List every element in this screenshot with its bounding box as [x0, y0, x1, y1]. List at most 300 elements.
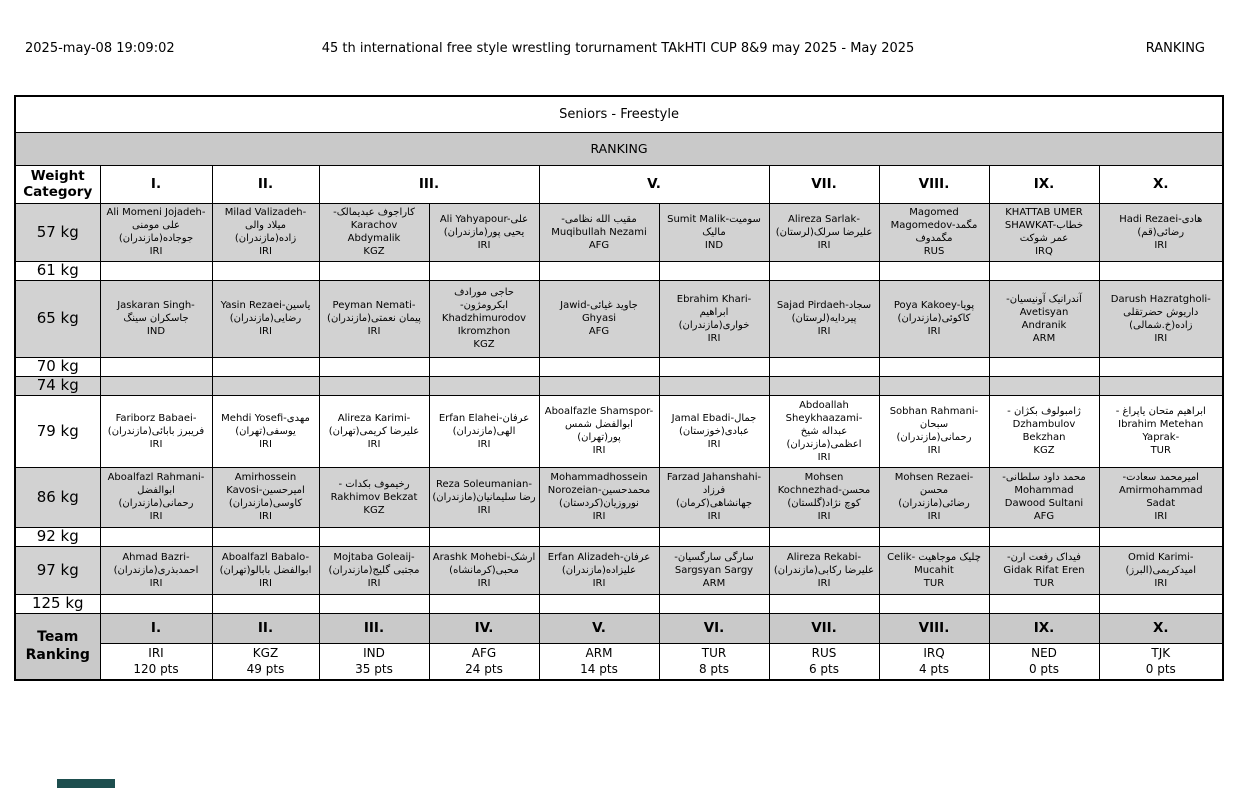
athlete-cell-line: RUS: [923, 246, 945, 257]
athlete-cell-line: IND: [704, 239, 724, 251]
athlete-cell-line: (رحمانی(مازندران: [118, 498, 194, 509]
athlete-cell: [429, 527, 539, 546]
athlete-cell-line: (نوروزیان(کردستان: [559, 498, 639, 509]
athlete-cell: [879, 594, 989, 613]
athlete-cell: [429, 395, 539, 467]
athlete-cell: [769, 203, 879, 261]
athlete-cell-line: (یحیی پور(مازندران: [443, 226, 525, 238]
athlete-cell-line: (خواری(مازندران: [678, 319, 750, 331]
team-code: IND: [363, 646, 385, 661]
athlete-cell: [100, 357, 212, 376]
report-ranking-label: RANKING: [1145, 41, 1205, 56]
athlete-cell: [212, 376, 319, 395]
athlete-cell: [1099, 280, 1223, 357]
athlete-cell-line: IRI: [477, 577, 491, 589]
athlete-cell: [100, 261, 212, 280]
athlete-cell-line: ابوالفضل: [137, 485, 175, 496]
athlete-cell: [989, 261, 1099, 280]
weight-category-label: 79 kg: [15, 395, 100, 467]
athlete-cell-line: Mohammadhossein: [550, 472, 648, 483]
athlete-cell-line: Ahmad Bazri-: [122, 551, 190, 563]
athlete-cell-line: Mucahit: [914, 564, 954, 576]
athlete-cell: [659, 395, 769, 467]
athlete-cell-line: (علیرضا رکابی(مازندران: [773, 564, 875, 576]
weight-row-74-kg: [15, 376, 1223, 395]
athlete-cell-line: Ibrahim Metehan: [1118, 419, 1204, 430]
section-title: Seniors - Freestyle: [15, 96, 1223, 132]
athlete-cell-line: (پیمان نعمتی(مازندران: [327, 313, 421, 324]
athlete-cell: [879, 203, 989, 261]
athlete-cell-line: (رضایی(مازندران: [229, 313, 302, 324]
athlete-cell-line: Sheykhaazami-: [785, 412, 863, 424]
team-score-cell: [659, 643, 769, 680]
athlete-cell: [1099, 395, 1223, 467]
team-score-cell: [100, 643, 212, 680]
rank-header-vii: VII.: [769, 165, 879, 203]
athlete-cell-line: (علیرضا کریمی(تهران: [328, 425, 420, 437]
team-ranking-header-row: [15, 613, 1223, 643]
athlete-cell-line: جاسکران سینگ: [123, 313, 189, 324]
athlete-cell-line: Poya Kakoey-پویا: [893, 300, 975, 311]
team-points: 0 pts: [1145, 662, 1176, 677]
athlete-cell: [1099, 594, 1223, 613]
team-code: TJK: [1151, 646, 1171, 661]
athlete-cell-line: داریوش حضرتقلی: [1123, 306, 1199, 318]
athlete-cell-line: ابراهیم: [699, 306, 729, 318]
athlete-cell: [659, 546, 769, 594]
athlete-cell: [879, 376, 989, 395]
athlete-cell-line: IRI: [592, 445, 606, 456]
athlete-cell-line: IRI: [707, 332, 721, 344]
rank-header-iii: III.: [319, 165, 539, 203]
athlete-cell-line: Kavosi-امیرحسین: [226, 485, 305, 496]
team-points: 14 pts: [580, 662, 618, 677]
athlete-cell: [212, 357, 319, 376]
athlete-cell: [212, 527, 319, 546]
athlete-cell-line: عمر شوکت: [1019, 233, 1069, 244]
athlete-cell: [100, 546, 212, 594]
athlete-cell-line: (احمدبذری(مازندران: [113, 564, 199, 576]
athlete-cell-line: (علیزاده(مازندران: [561, 564, 637, 576]
athlete-cell: [100, 527, 212, 546]
team-score-cell: [989, 643, 1099, 680]
weight-row-79-kg: [15, 395, 1223, 467]
team-score-cell: [319, 643, 429, 680]
athlete-cell-line: IRI: [927, 445, 941, 456]
athlete-cell-line: Celik- چلیک موجاهیت: [887, 551, 981, 563]
athlete-cell-line: IRI: [1154, 511, 1168, 522]
weight-row-125-kg: [15, 594, 1223, 613]
athlete-cell: [769, 395, 879, 467]
athlete-cell: [539, 280, 659, 357]
athlete-cell-line: (رحمانی(مازندران: [896, 432, 972, 443]
team-rank-header: IV.: [429, 613, 539, 643]
athlete-cell: [1099, 261, 1223, 280]
athlete-cell-line: (محبی(کرمانشاه: [449, 564, 519, 576]
rank-header-i: I.: [100, 165, 212, 203]
athlete-cell-line: Mohammad: [1014, 485, 1074, 496]
athlete-cell: [319, 594, 429, 613]
athlete-cell-line: (کوچ نژاد(گلستان: [787, 498, 861, 509]
athlete-cell: [1099, 546, 1223, 594]
athlete-cell-line: Mojtaba Goleaij-: [333, 551, 415, 563]
athlete-cell-line: ابوالفضل شمس: [565, 419, 633, 430]
athlete-cell-line: (فریبرز بابائی(مازندران: [107, 425, 205, 437]
athlete-cell-line: -آندرانیک آونیسیان: [1006, 293, 1082, 305]
athlete-cell-line: Mohsen Rezaei-: [894, 472, 974, 483]
team-rank-header: V.: [539, 613, 659, 643]
athlete-cell: [319, 546, 429, 594]
athlete-cell: [539, 357, 659, 376]
athlete-cell-line: IRI: [592, 511, 606, 522]
athlete-cell: [212, 280, 319, 357]
athlete-cell-line: (یوسفی(تهران: [235, 425, 296, 437]
athlete-cell: [659, 203, 769, 261]
athlete-cell-line: مالیک: [702, 226, 726, 238]
athlete-cell-line: (زاده(مازندران: [234, 233, 297, 244]
report-title: 45 th international free style wrestling torurnament TAkHTI CUP 8&9 may 2025 - May 2025: [321, 41, 915, 56]
athlete-cell-line: Darush Hazratgholi-: [1110, 293, 1211, 305]
athlete-cell-line: Erfan Elahei-عرفان: [438, 412, 530, 424]
athlete-cell: [100, 280, 212, 357]
athlete-cell: [429, 203, 539, 261]
athlete-cell: [319, 280, 429, 357]
athlete-cell-line: Magomedov-مگمد: [890, 220, 978, 231]
athlete-cell: [989, 527, 1099, 546]
athlete-cell-line: IRI: [817, 326, 831, 337]
athlete-cell-line: IRI: [477, 438, 491, 450]
athlete-cell-line: Aboalfazle Shamspor-: [544, 406, 654, 417]
athlete-cell-line: Farzad Jahanshahi-: [666, 472, 762, 483]
athlete-cell-line: Yasin Rezaei-یاسین: [220, 300, 311, 311]
athlete-cell-line: IRI: [259, 511, 272, 522]
athlete-cell-line: - ژامبولوف بکژان: [1007, 406, 1081, 417]
team-rank-header: VII.: [769, 613, 879, 643]
weight-category-label: 74 kg: [15, 376, 100, 395]
athlete-cell-line: Fariborz Babaei-: [115, 412, 197, 424]
athlete-cell: [539, 376, 659, 395]
athlete-cell-line: فرزاد: [702, 485, 726, 496]
athlete-cell: [659, 594, 769, 613]
athlete-cell: [429, 376, 539, 395]
team-points: 8 pts: [698, 662, 730, 677]
athlete-cell: [429, 261, 539, 280]
athlete-cell-line: Jaskaran Singh-: [117, 300, 195, 311]
weight-category-label: 86 kg: [15, 467, 100, 527]
athlete-cell-line: Ali Yahyapour-علی: [439, 213, 529, 225]
team-points: 4 pts: [918, 662, 950, 677]
team-code: TUR: [701, 646, 727, 661]
athlete-cell: [879, 280, 989, 357]
athlete-cell: [100, 467, 212, 527]
athlete-cell-line: IRI: [149, 511, 163, 522]
athlete-cell-line: (جوجاده(مازندران: [118, 233, 194, 244]
team-code: IRI: [148, 646, 164, 661]
athlete-cell-line: Sargsyan Sargy: [674, 564, 754, 576]
athlete-cell-line: عبداله شیخ: [800, 425, 848, 437]
athlete-cell-line: KGZ: [473, 339, 495, 350]
team-points: 6 pts: [808, 662, 840, 677]
athlete-cell-line: (رضائی(قم: [1137, 226, 1185, 238]
athlete-cell: [989, 594, 1099, 613]
athlete-cell-line: Mohsen: [804, 472, 844, 483]
report-timestamp: 2025-may-08 19:09:02: [25, 41, 175, 56]
athlete-cell: [212, 594, 319, 613]
athlete-cell-line: Magomed: [909, 207, 959, 218]
rank-header-viii: VIII.: [879, 165, 989, 203]
weight-row-65-kg: [15, 280, 1223, 357]
athlete-cell-line: IRI: [707, 438, 721, 450]
athlete-cell: [212, 261, 319, 280]
athlete-cell: [769, 376, 879, 395]
athlete-cell-line: IRI: [367, 438, 381, 450]
athlete-cell: [989, 395, 1099, 467]
athlete-cell: [879, 527, 989, 546]
athlete-cell: [539, 203, 659, 261]
athlete-cell-line: TUR: [1033, 577, 1055, 589]
weight-category-label: 92 kg: [15, 527, 100, 546]
athlete-cell-line: مگمدوف: [915, 233, 953, 244]
team-points: 49 pts: [246, 662, 285, 677]
athlete-cell-line: AFG: [588, 239, 610, 251]
athlete-cell-line: IRI: [259, 438, 272, 450]
weight-row-97-kg: [15, 546, 1223, 594]
athlete-cell-line: -سارگی سارگسیان: [674, 551, 754, 563]
team-code: RUS: [811, 646, 837, 661]
weight-rows: [15, 203, 1223, 613]
athlete-cell: [769, 261, 879, 280]
athlete-cell-line: - ابراهیم متحان یاپراغ: [1115, 406, 1206, 417]
athlete-cell-line: Aboalfazl Rahmani-: [107, 472, 205, 483]
athlete-cell-line: Ali Momeni Jojadeh-: [106, 207, 206, 218]
athlete-cell: [879, 546, 989, 594]
weight-row-70-kg: [15, 357, 1223, 376]
weight-category-header: Weight Category: [15, 165, 100, 203]
team-points: 35 pts: [355, 662, 393, 677]
athlete-cell-line: IRQ: [1035, 246, 1053, 257]
athlete-cell-line: Ghyasi: [581, 313, 617, 324]
team-points: 120 pts: [133, 662, 179, 677]
athlete-cell-line: Kochnezhad-محسن: [777, 485, 871, 496]
athlete-cell: [659, 527, 769, 546]
ranking-band-row: [15, 132, 1223, 165]
athlete-cell: [319, 395, 429, 467]
athlete-cell: [429, 280, 539, 357]
athlete-cell-line: ARM: [702, 577, 726, 589]
athlete-cell-line: Arashk Mohebi-ارشک: [432, 551, 536, 563]
athlete-cell-line: Dawood Sultani: [1004, 498, 1084, 509]
team-rank-header: I.: [100, 613, 212, 643]
athlete-cell: [429, 357, 539, 376]
athlete-cell: [989, 357, 1099, 376]
team-code: ARM: [585, 646, 613, 661]
athlete-cell: [429, 546, 539, 594]
weight-row-61-kg: [15, 261, 1223, 280]
athlete-cell: [769, 546, 879, 594]
athlete-cell-line: Ebrahim Khari-: [676, 293, 752, 305]
weight-category-label: 65 kg: [15, 280, 100, 357]
athlete-cell-line: IND: [146, 326, 166, 337]
team-score-cell: [212, 643, 319, 680]
team-rank-header: VI.: [659, 613, 769, 643]
athlete-cell-line: Mehdi Yosefi-مهدی: [221, 412, 310, 424]
athlete-cell-line: (رضائی(مازندران: [898, 498, 970, 509]
team-rank-header: III.: [319, 613, 429, 643]
athlete-cell: [319, 527, 429, 546]
athlete-cell: [659, 261, 769, 280]
athlete-cell-line: IRI: [1154, 239, 1168, 251]
athlete-cell: [659, 280, 769, 357]
weight-category-label: 125 kg: [15, 594, 100, 613]
team-points: 24 pts: [465, 662, 503, 677]
rank-header-ix: IX.: [989, 165, 1099, 203]
team-ranking-label: Team Ranking: [15, 613, 100, 680]
athlete-cell: [989, 546, 1099, 594]
athlete-cell: [539, 261, 659, 280]
weight-category-label: 70 kg: [15, 357, 100, 376]
athlete-cell-line: (علیرضا سرلک(لرستان: [775, 226, 873, 238]
athlete-cell: [659, 357, 769, 376]
athlete-cell-line: IRI: [817, 451, 831, 463]
athlete-cell-line: KGZ: [363, 504, 385, 516]
athlete-cell: [100, 203, 212, 261]
athlete-cell: [989, 376, 1099, 395]
athlete-cell-line: علی مومنی: [131, 220, 181, 231]
rank-header-ii: II.: [212, 165, 319, 203]
athlete-cell-line: KGZ: [363, 246, 385, 257]
athlete-cell: [212, 395, 319, 467]
athlete-cell-line: IRI: [927, 326, 941, 337]
bottom-accent-bar: [57, 779, 115, 788]
athlete-cell-line: IRI: [367, 577, 381, 589]
team-rank-header: X.: [1099, 613, 1223, 643]
athlete-cell-line: Erfan Alizadeh-عرفان: [547, 551, 651, 563]
athlete-cell-line: (زاده(خ.شمالی: [1129, 319, 1193, 331]
team-rank-header: IX.: [989, 613, 1099, 643]
athlete-cell-line: Bekzhan: [1022, 432, 1066, 443]
athlete-cell: [539, 594, 659, 613]
team-code: IRQ: [923, 646, 945, 661]
athlete-cell-line: Alireza Rekabi-: [786, 551, 862, 563]
athlete-cell-line: IRI: [592, 577, 606, 589]
athlete-cell-line: Muqibullah Nezami: [551, 226, 647, 238]
athlete-cell: [1099, 376, 1223, 395]
athlete-cell: [879, 467, 989, 527]
athlete-cell-line: Dzhambulov: [1012, 419, 1076, 430]
athlete-cell: [319, 357, 429, 376]
athlete-cell-line: -مقیب الله نظامی: [561, 213, 637, 225]
athlete-cell-line: IRI: [149, 438, 163, 450]
athlete-cell-line: IRI: [259, 577, 272, 589]
weight-category-label: 61 kg: [15, 261, 100, 280]
athlete-cell: [879, 395, 989, 467]
athlete-cell: [100, 395, 212, 467]
weight-category-label: 57 kg: [15, 203, 100, 261]
athlete-cell-line: IRI: [1154, 577, 1168, 589]
athlete-cell-line: (جهانشاهی(کرمان: [675, 498, 753, 509]
athlete-cell-line: (مجتبی گلیج(مازندران: [328, 564, 420, 576]
athlete-cell-line: IRI: [259, 246, 272, 257]
athlete-cell-line: IRI: [817, 511, 831, 522]
athlete-cell-line: سبحان: [919, 419, 949, 430]
athlete-cell-line: (ابوالفضل بابالو(تهران: [219, 564, 312, 576]
rank-header-x: X.: [1099, 165, 1223, 203]
athlete-cell: [319, 467, 429, 527]
page-header: [0, 41, 1236, 59]
athlete-cell-line: (کاکوئی(مازندران: [897, 313, 971, 324]
athlete-cell-line: (پیردایه(لرستان: [791, 313, 857, 324]
team-code: AFG: [471, 646, 497, 661]
athlete-cell-line: Alireza Karimi-: [337, 412, 411, 424]
athlete-cell-line: Sadat: [1146, 498, 1176, 509]
athlete-cell: [429, 594, 539, 613]
athlete-cell-line: AFG: [1033, 511, 1055, 522]
table-header-section: [15, 96, 1223, 203]
weight-row-86-kg: [15, 467, 1223, 527]
athlete-cell: [769, 357, 879, 376]
athlete-cell-line: -امیرمحمد سعادت: [1122, 472, 1199, 483]
athlete-cell: [319, 203, 429, 261]
team-score-cell: [769, 643, 879, 680]
athlete-cell-line: TUR: [1150, 445, 1171, 456]
team-rank-header: II.: [212, 613, 319, 643]
athlete-cell: [539, 395, 659, 467]
team-score-cell: [1099, 643, 1223, 680]
athlete-cell-line: Yaprak-: [1142, 432, 1180, 443]
athlete-cell-line: Gidak Rifat Eren: [1003, 564, 1085, 576]
team-rank-header: VIII.: [879, 613, 989, 643]
athlete-cell-line: Omid Karimi-: [1128, 551, 1194, 563]
athlete-cell-line: Amirmohammad: [1118, 485, 1203, 496]
athlete-cell-line: Abdymalik: [347, 233, 401, 244]
weight-row-57-kg: [15, 203, 1223, 261]
athlete-cell-line: KGZ: [1033, 445, 1055, 456]
athlete-cell: [1099, 467, 1223, 527]
athlete-cell-line: IRI: [817, 239, 831, 251]
athlete-cell: [539, 467, 659, 527]
team-ranking-section: [15, 613, 1223, 680]
athlete-cell-line: IRI: [707, 511, 721, 522]
athlete-cell-line: Andranik: [1021, 319, 1067, 331]
athlete-cell: [100, 594, 212, 613]
athlete-cell-line: IRI: [1154, 332, 1168, 344]
athlete-cell: [989, 280, 1099, 357]
athlete-cell: [659, 467, 769, 527]
athlete-cell-line: (الهی(مازندران: [452, 425, 516, 437]
athlete-cell-line: SHAWKAT-خطاب: [1004, 220, 1084, 231]
athlete-cell: [1099, 203, 1223, 261]
athlete-cell-line: IRI: [817, 577, 831, 589]
athlete-cell-line: (اعظمی(مازندران: [786, 438, 862, 450]
athlete-cell-line: AFG: [588, 326, 610, 337]
athlete-cell-line: Hadi Rezaei-هادی: [1119, 213, 1203, 225]
team-points: 0 pts: [1028, 662, 1060, 677]
section-title-row: [15, 96, 1223, 132]
athlete-cell: [319, 376, 429, 395]
ranking-table: [14, 95, 1224, 681]
athlete-cell: [100, 376, 212, 395]
athlete-cell-line: (رضا سلیمانیان(مازندران: [432, 491, 536, 503]
athlete-cell-line: Sajad Pirdaeh-سجاد: [776, 300, 872, 311]
athlete-cell-line: Aboalfazl Babalo-: [221, 551, 310, 563]
team-ranking-values-row: [15, 643, 1223, 680]
weight-row-92-kg: [15, 527, 1223, 546]
athlete-cell-line: (کاوسی(مازندران: [228, 498, 303, 509]
athlete-cell-line: Rakhimov Bekzat: [330, 491, 418, 503]
athlete-cell-line: IRI: [927, 511, 941, 522]
team-score-cell: [879, 643, 989, 680]
athlete-cell-line: Sumit Malik-سومیت: [667, 213, 761, 225]
